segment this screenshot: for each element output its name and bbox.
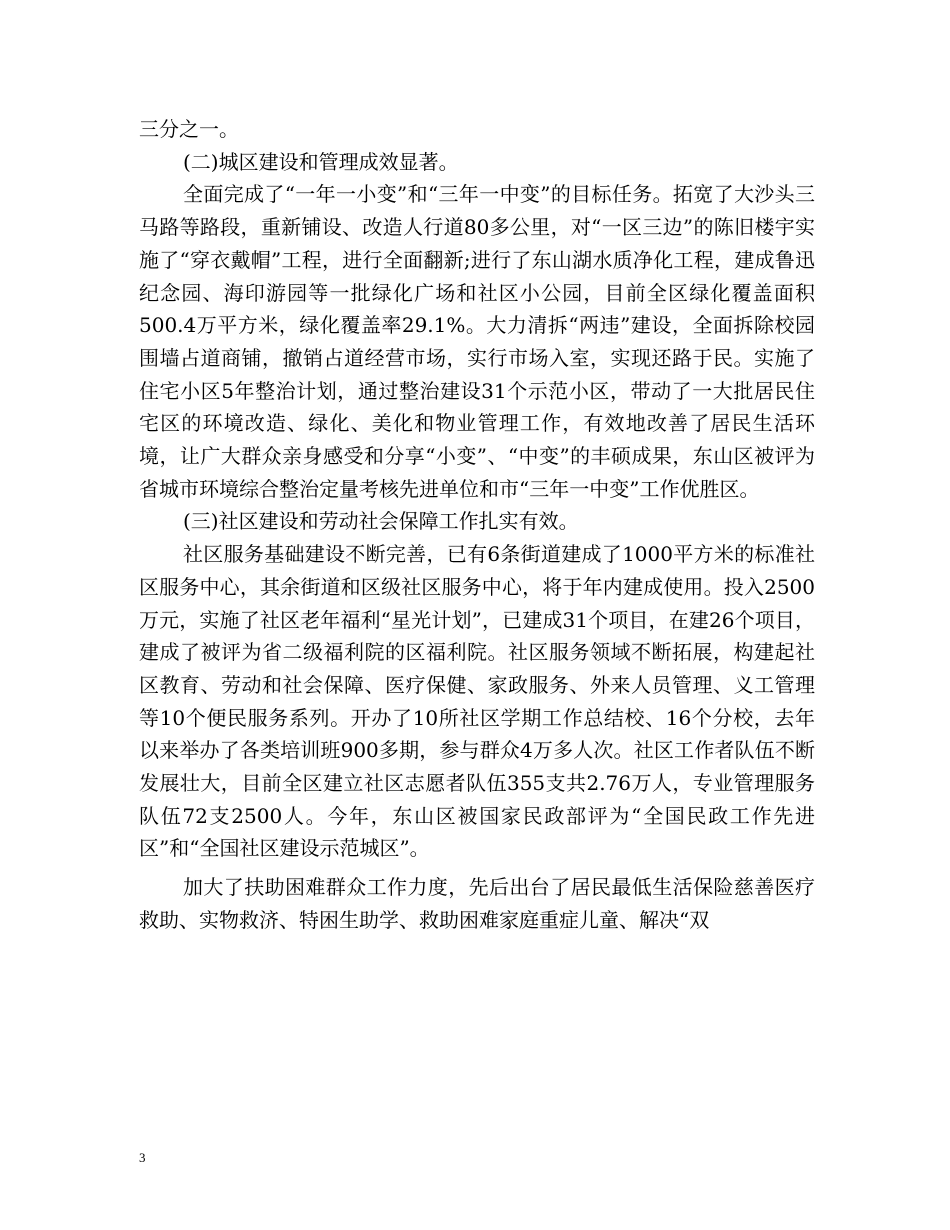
section-heading-community-building: (三)社区建设和劳动社会保障工作扎实有效。	[183, 509, 579, 534]
paragraph-urban-construction: 全面完成了“一年一小变”和“三年一中变”的目标任务。拓宽了大沙头三马路等路段，重新铺设、改造人行道80多公里，对“一区三边”的陈旧楼宇实施了“穿衣戴帽”工程，进行全面翻新;进行了东山湖水质净化工程，建成鲁迅纪念园、海印游园等一批绿化广场和社区小公园，目前全区绿化覆盖面积500.4万平方米，绿化覆盖率29.1%。大力清拆“两违”建设，全面拆除校园围墙占道商铺，撤销占道经营市场，实行市场入室，实现还路于民。实施了住宅小区5年整治计划，通过整治建设31个示范小区，带动了一大批居民住宅区的环境改造、绿化、美化和物业管理工作，有效地改善了居民生活环境，让广大群众亲身感受和分享“小变”、“中变”的丰硕成果，东山区被评为省城市环境综合整治定量考核先进单位和市“三年一中变”工作优胜区。	[139, 182, 815, 501]
paragraph-poverty-assistance: 加大了扶助困难群众工作力度，先后出台了居民最低生活保险慈善医疗救助、实物救济、特困生助学、救助困难家庭重症儿童、解决“双	[139, 875, 815, 932]
page-number: 3	[139, 1150, 146, 1165]
document-body	[139, 113, 815, 937]
paragraph-community-services: 社区服务基础建设不断完善，已有6条街道建成了1000平方米的标准社区服务中心，其余街道和区级社区服务中心，将于年内建成使用。投入2500万元，实施了社区老年福利“星光计划”，已建成31个项目，在建26个项目，建成了被评为省二级福利院的区福利院。社区服务领域不断拓展，构建起社区教育、劳动和社会保障、医疗保健、家政服务、外来人员管理、义工管理等10个便民服务系列。开办了10所社区学期工作总结校、16个分校，去年以来举办了各类培训班900多期，参与群众4万多人次。社区工作者队伍不断发展壮大，目前全区建立社区志愿者队伍355支共2.76万人，专业管理服务队伍72支2500人。今年，东山区被国家民政部评为“全国民政工作先进区”和“全国社区建设示范城区”。	[139, 542, 815, 861]
paragraph-continuation: 三分之一。	[139, 117, 239, 141]
section-heading-urban-construction: (二)城区建设和管理成效显著。	[183, 149, 459, 174]
